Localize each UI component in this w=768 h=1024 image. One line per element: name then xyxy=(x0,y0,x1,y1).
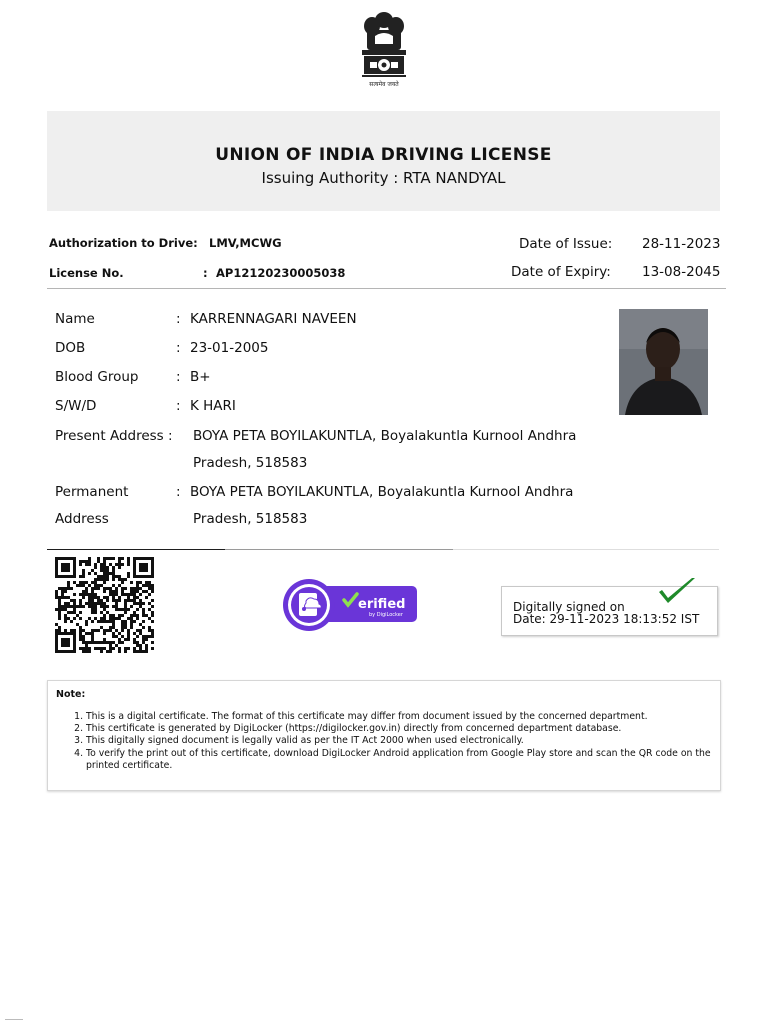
license-colon: : xyxy=(203,266,208,280)
auth-label: Authorization to Drive: xyxy=(49,236,198,250)
note-item: 3. This digitally signed document is legally valid as per the IT Act 2000 when used electronically. xyxy=(86,735,726,747)
verified-text: erified xyxy=(358,597,406,612)
section-divider-left xyxy=(47,549,225,550)
note-item: 4. To verify the print out of this certificate, download DigiLocker Android application from Google Play store and scan the QR code on the printed certificate. xyxy=(86,748,726,772)
auth-value: LMV,MCWG xyxy=(209,236,282,250)
dob-colon: : xyxy=(176,340,181,356)
note-list xyxy=(68,711,726,772)
section-divider-right xyxy=(453,549,719,550)
license-number: AP12120230005038 xyxy=(216,266,346,280)
expiry-date-label: Date of Expiry: xyxy=(511,264,611,280)
permanent-address-label-2: Address xyxy=(55,511,109,527)
issue-date-label: Date of Issue: xyxy=(519,236,613,252)
permanent-address-label: Permanent xyxy=(55,484,129,500)
note-item: 2. This certificate is generated by DigiLocker (https://digilocker.gov.in) directly from concerned department database. xyxy=(86,723,726,735)
dob-value: 23-01-2005 xyxy=(190,340,269,356)
swd-label: S/W/D xyxy=(55,398,97,414)
name-colon: : xyxy=(176,311,181,327)
document-title: UNION OF INDIA DRIVING LICENSE xyxy=(215,145,552,165)
signature-date: Date: 29-11-2023 18:13:52 IST xyxy=(513,612,700,626)
meta-divider xyxy=(47,288,726,289)
present-address-label: Present Address : xyxy=(55,428,173,444)
title-banner xyxy=(47,111,720,211)
permanent-address-colon: : xyxy=(176,484,181,500)
swd-colon: : xyxy=(176,398,181,414)
holder-photo xyxy=(619,309,708,415)
qr-code xyxy=(53,557,156,654)
emblem-motto: सत्यमेव जयते xyxy=(369,81,399,88)
verified-badge xyxy=(282,578,419,632)
blood-group-label: Blood Group xyxy=(55,369,139,385)
signature-line1: Digitally signed on xyxy=(513,600,625,614)
note-box xyxy=(47,680,721,791)
name-label: Name xyxy=(55,311,95,327)
national-emblem-icon xyxy=(356,6,412,90)
blood-group-colon: : xyxy=(176,369,181,385)
swd-value: K HARI xyxy=(190,398,236,414)
section-divider-mid xyxy=(225,549,453,550)
present-address-line1: BOYA PETA BOYILAKUNTLA, Boyalakuntla Kurnool Andhra xyxy=(193,428,577,444)
dob-label: DOB xyxy=(55,340,86,356)
page-corner-mark xyxy=(5,1019,23,1020)
checkmark-icon xyxy=(657,576,697,606)
note-title: Note: xyxy=(56,689,86,700)
permanent-address-line2: Pradesh, 518583 xyxy=(193,511,308,527)
note-item: 1. This is a digital certificate. The format of this certificate may differ from document issued by the concerned department. xyxy=(86,711,726,723)
name-value: KARRENNAGARI NAVEEN xyxy=(190,311,357,327)
license-label: License No. xyxy=(49,266,124,280)
blood-group-value: B+ xyxy=(190,369,211,385)
present-address-line2: Pradesh, 518583 xyxy=(193,455,308,471)
permanent-address-line1: BOYA PETA BOYILAKUNTLA, Boyalakuntla Kurnool Andhra xyxy=(190,484,574,500)
expiry-date-value: 13-08-2045 xyxy=(642,264,721,280)
issue-date-value: 28-11-2023 xyxy=(642,236,721,252)
issuing-authority: Issuing Authority : RTA NANDYAL xyxy=(261,169,506,187)
verified-subtext: by DigiLocker xyxy=(369,612,403,618)
